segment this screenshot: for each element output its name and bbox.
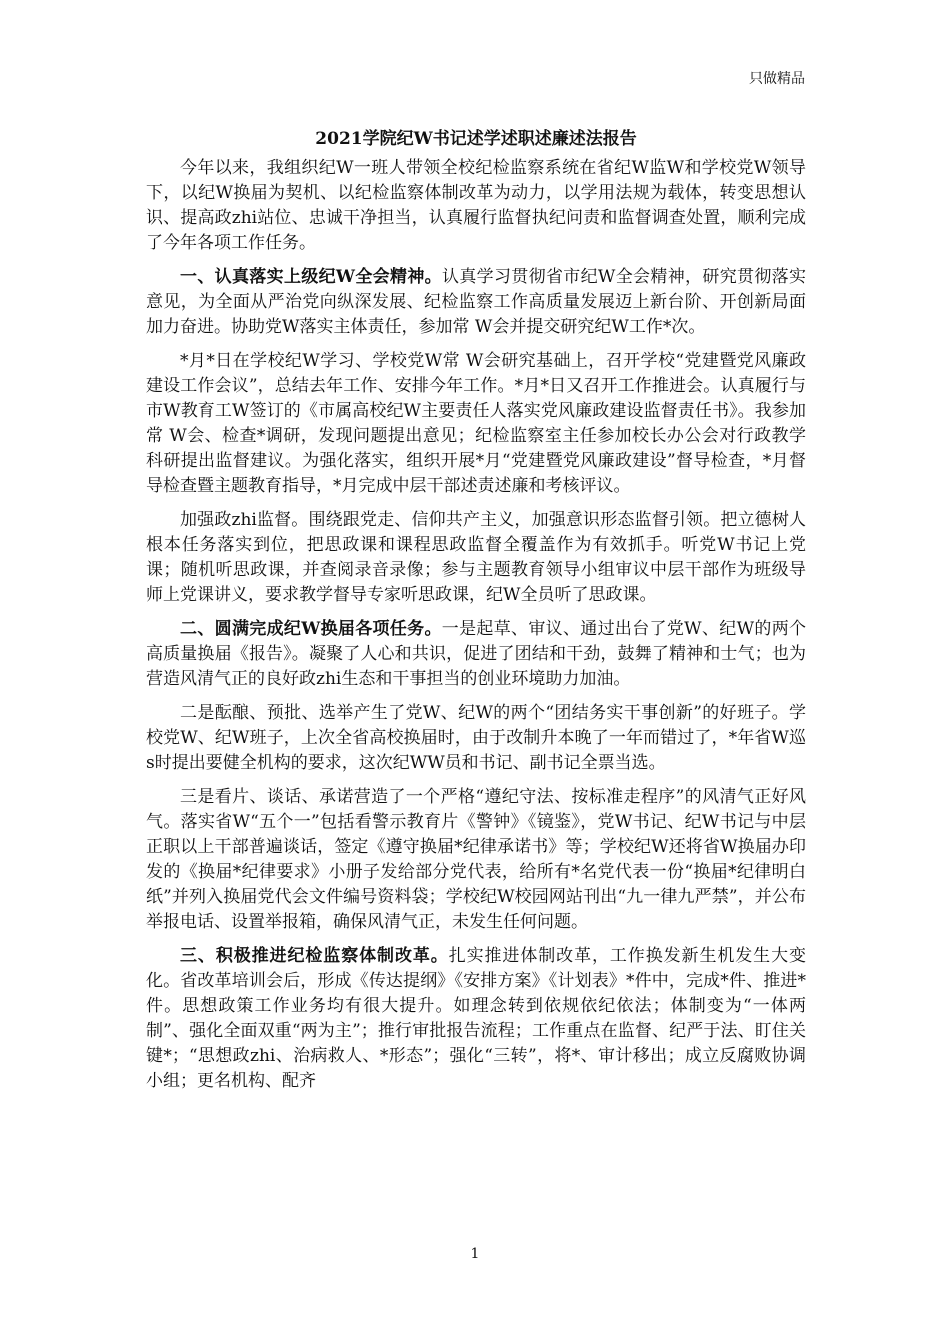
paragraph (146, 156, 806, 256)
section-heading: 三、积极推进纪检监察体制改革。 (180, 946, 449, 966)
paragraph (146, 701, 806, 776)
document-body (146, 126, 806, 1103)
paragraph-text: 扎实推进体制改革，工作换发新生机发生大变化。省改革培训会后，形成《传达提纲》《安排方案》《计划表》*件中，完成*件、推进*件。思想政策工作业务均有很大提升。如理念转到依规依纪依法；体制变为“一体两制”、强化全面双重“两为主”；推行审批报告流程；工作重点在监督、纪严于法、盯住关键*；“思想政zhi、治病救人、*形态”；强化“三转”，将*、审计移出；成立反腐败协调小组；更名机构、配齐 (146, 946, 807, 1091)
paragraph (146, 617, 806, 692)
paragraph-text: 二是酝酿、预批、选举产生了党W、纪W的两个“团结务实干事创新”的好班子。学校党W、纪W班子，上次全省高校换届时，由于改制升本晚了一年而错过了，*年省W巡s时提出要健全机构的要求，这次纪WW员和书记、副书记全票当选。 (146, 703, 806, 773)
section-heading: 二、圆满完成纪W换届各项任务。 (180, 619, 442, 639)
document-title: 2021学院纪W书记述学述职述廉述法报告 (315, 129, 637, 149)
paragraph (146, 785, 806, 935)
paragraph (146, 265, 806, 340)
paragraph-text: 认真学习贯彻省市纪W全会精神，研究贯彻落实意见，为全面从严治党向纵深发展、纪检监察工作高质量发展迈上新台阶、开创新局面加力奋进。协助党W落实主体责任，参加常 W会并提交研究纪W工作*次。 (146, 267, 806, 337)
paragraph (146, 349, 806, 499)
paragraph-text: 三是看片、谈话、承诺营造了一个严格“遵纪守法、按标准走程序”的风清气正好风气。落实省W“五个一”包括看警示教育片《警钟》《镜鉴》，党W书记、纪W书记与中层正职以上干部普遍谈话，签定《遵守换届*纪律承诺书》等；学校纪W还将省W换届办印发的《换届*纪律要求》小册子发给部分党代表，给所有*名党代表一份“换届*纪律明白纸”并列入换届党代会文件编号资料袋；学校纪W校园网站刊出“九一律九严禁”，并公布举报电话、设置举报箱，确保风清气正，未发生任何问题。 (146, 787, 806, 932)
paragraph (146, 944, 806, 1094)
header-note: 只做精品 (749, 71, 805, 87)
page-number: 1 (470, 1246, 480, 1262)
paragraph-text: 今年以来，我组织纪W一班人带领全校纪检监察系统在省纪W监W和学校党W领导下，以纪W换届为契机、以纪检监察体制改革为动力，以学用法规为载体，转变思想认识、提高政zhi站位、忠诚干净担当，认真履行监督执纪问责和监督调查处置，顺利完成了今年各项工作任务。 (146, 158, 806, 253)
paragraph-text: 一是起草、审议、通过出台了党W、纪W的两个高质量换届《报告》。凝聚了人心和共识，促进了团结和干劲，鼓舞了精神和士气；也为营造风清气正的良好政zhi生态和干事担当的创业环境助力加油。 (146, 619, 807, 689)
section-heading: 一、认真落实上级纪W全会精神。 (180, 267, 442, 287)
paragraph (146, 508, 806, 608)
paragraph-text: 加强政zhi监督。围绕跟党走、信仰共产主义，加强意识形态监督引领。把立德树人根本任务落实到位，把思政课和课程思政监督全覆盖作为有效抓手。听党W书记上党课；随机听思政课，并查阅录音录像；参与主题教育领导小组审议中层干部作为班级导师上党课讲义，要求教学督导专家听思政课，纪W全员听了思政课。 (146, 510, 806, 605)
paragraph-text: *月*日在学校纪W学习、学校党W常 W会研究基础上，召开学校“党建暨党风廉政建设工作会议”，总结去年工作、安排今年工作。*月*日又召开工作推进会。认真履行与市W教育工W签订的《市属高校纪W主要责任人落实党风廉政建设监督责任书》。我参加常 W会、检查*调研，发现问题提出意见；纪检监察室主任参加校长办公会对行政教学科研提出监督建议。为强化落实，组织开展*月“党建暨党风廉政建设”督导检查，*月督导检查暨主题教育指导，*月完成中层干部述责述廉和考核评议。 (146, 351, 806, 496)
